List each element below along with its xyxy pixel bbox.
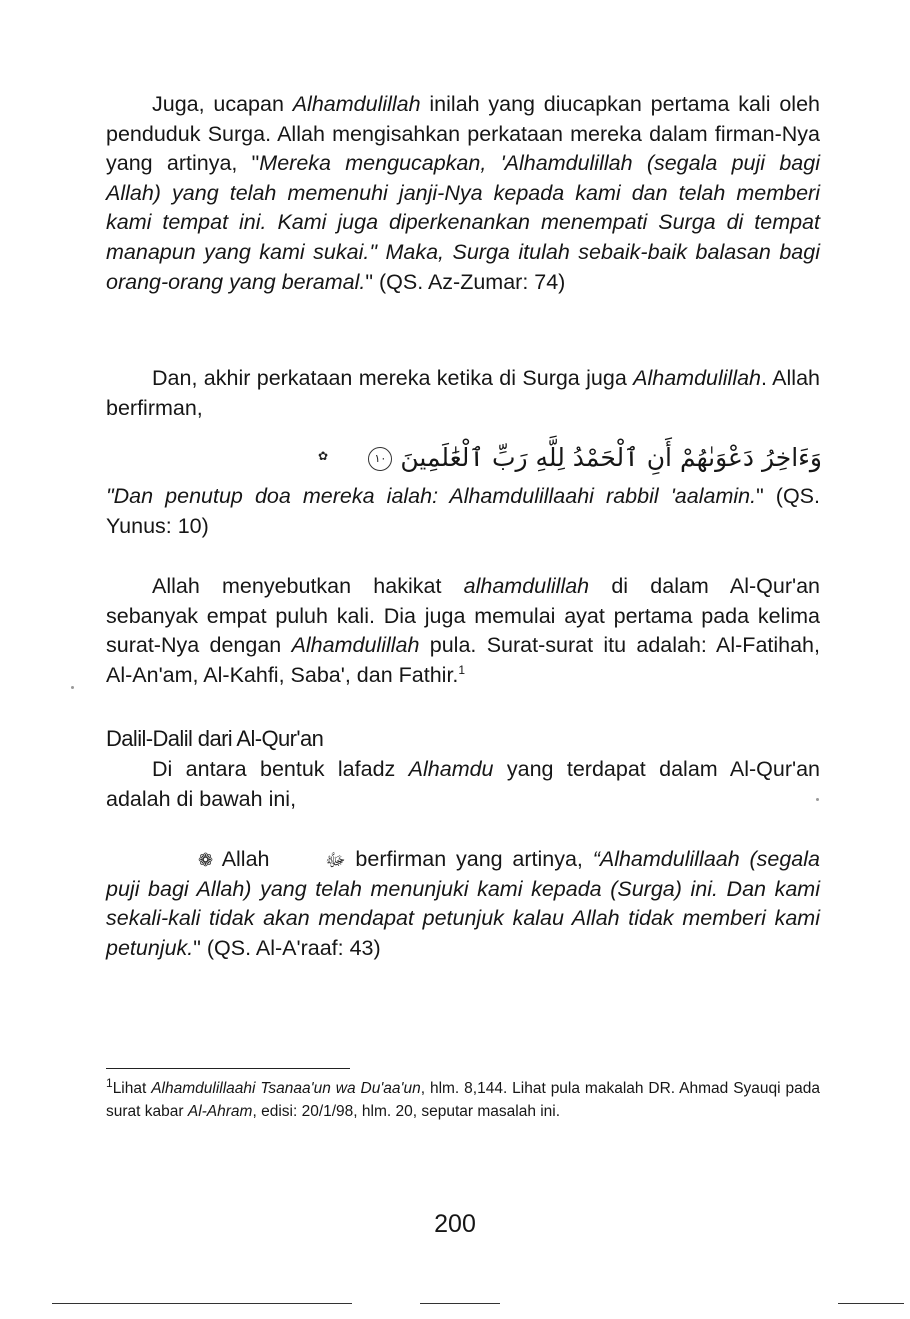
bottom-edge-line-mid xyxy=(420,1303,500,1304)
paragraph-ucapan-alhamdulillah: Juga, ucapan Alhamdulillah inilah yang diucapkan pertama kali oleh penduduk Surga. Allah mengisahkan perkataan mereka dalam firman-Nya yang artinya, "Mereka mengucapkan, 'Alhamdulillah (segala puji bagi Allah) yang telah memenuhi janji-Nya kepada kami dan telah memberi kami tempat ini. Kami juga diperkenankan menempati Surga di tempat manapun yang kami sukai." Maka, Surga itulah sebaik-baik balasan bagi orang-orang yang beramal." (QS. Az-Zumar: 74) xyxy=(106,92,820,294)
subhanahu-wa-taala-glyph-icon: ﷻ xyxy=(325,850,346,870)
flower-ornament-icon: ❁ xyxy=(198,850,214,870)
paragraph-hakikat-alhamdulillah: Allah menyebutkan hakikat alhamdulillah di dalam Al-Qur'an sebanyak empat puluh kali. Dia juga memulai ayat pertama pada kelima surat-Nya dengan Alhamdulillah pula. Surat-surat itu adalah: Al-Fatihah, Al-An'am, Al-Kahfi, Saba', dan Fathir.$^1$ xyxy=(106,574,820,687)
arabic-verse-yunus-10: وَءَاخِرُ دَعْوَىٰهُمْ أَنِ ٱلْحَمْدُ لِلَّهِ رَبِّ ٱلْعَٰلَمِينَ ١٠ xyxy=(328,440,822,476)
footnote-marker: 1 xyxy=(106,1075,113,1090)
paragraph-al-araaf-43: ❁ Allah ﷻ berfirman yang artinya, “Alhamdulillaah (segala puji bagi Allah) yang telah menunjuki kami kepada (Surga) ini. Dan kami sekali-kali tidak akan mendapat petunjuk kalau Allah tidak memberi kami petunjuk." (QS. Al-A'raaf: 43) xyxy=(106,847,820,960)
footnote-divider xyxy=(106,1068,350,1069)
page-number: 200 xyxy=(434,1210,476,1238)
flower-bullet-icon: ✿ xyxy=(318,449,329,463)
section-heading: Dalil-Dalil dari Al-Qur'an xyxy=(106,726,324,751)
translation-yunus-10: "Dan penutup doa mereka ialah: Alhamdulillaahi rabbil 'aalamin." (QS. Yunus: 10) xyxy=(106,484,820,538)
bottom-edge-line-left xyxy=(52,1303,352,1304)
footnote: $^1$Lihat Alhamdulillaahi Tsanaa'un wa Du'aa'un, hlm. 8,144. Lihat pula makalah DR. Ahmad Syauqi pada surat kabar Al-Ahram, edisi: 20/1/98, hlm. 20, seputar masalah ini. xyxy=(106,1075,820,1120)
scan-speck xyxy=(816,798,819,801)
ayah-number-marker: ١٠ xyxy=(368,447,392,471)
paragraph-bentuk-lafadz: Di antara bentuk lafadz Alhamdu yang terdapat dalam Al-Qur'an adalah di bawah ini, xyxy=(106,757,820,811)
footnote-reference: 1 xyxy=(458,662,466,677)
scan-speck xyxy=(71,686,74,689)
paragraph-akhir-perkataan: Dan, akhir perkataan mereka ketika di Surga juga Alhamdulillah. Allah berfirman, xyxy=(106,366,820,420)
bottom-edge-line-right xyxy=(838,1303,904,1304)
